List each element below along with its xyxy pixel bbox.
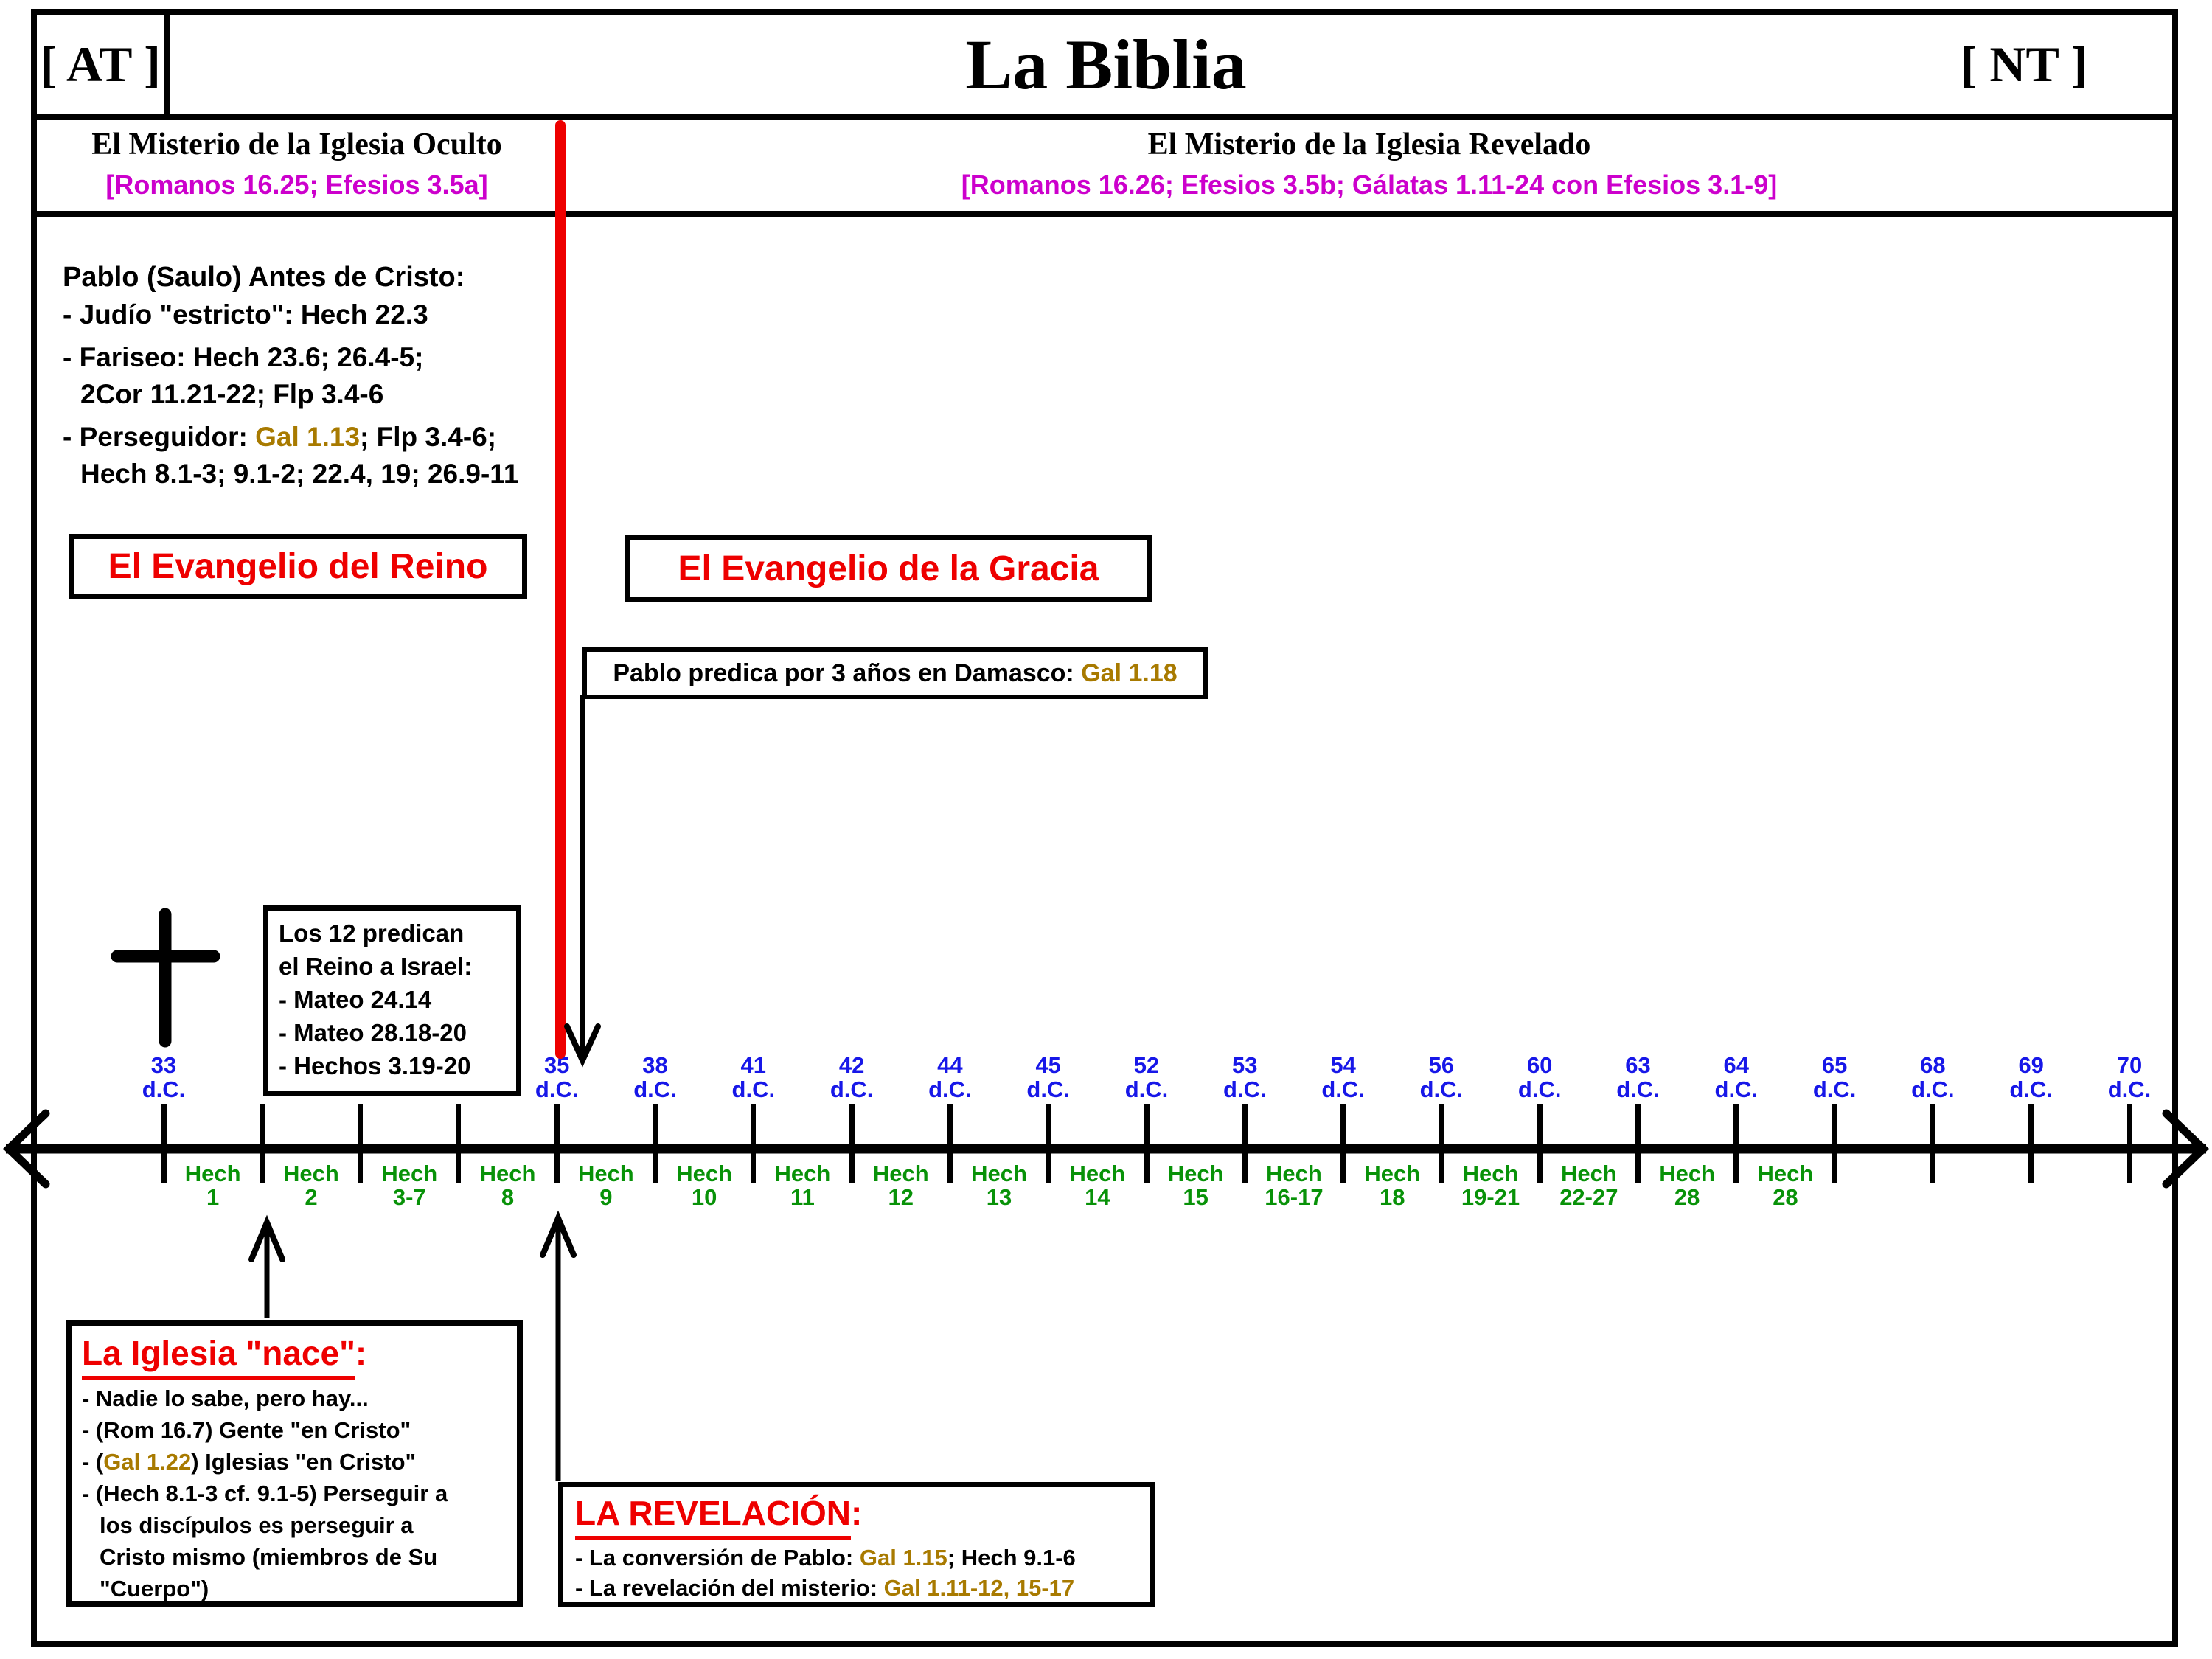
era-suffix: d.C. [1321,1077,1365,1102]
new-testament-label: [ NT ] [1960,36,2088,92]
acts-chapters: 28 [1773,1184,1798,1210]
acts-chapters: 28 [1674,1184,1700,1210]
text-line [63,456,564,493]
text-line [279,950,516,983]
timeline-tick [2127,1104,2132,1183]
acts-book: Hech [479,1161,536,1186]
text-segment: ) Iglesias "en Cristo" [191,1449,417,1475]
year-value: 33 [150,1052,177,1078]
acts-chapters: 12 [888,1184,914,1210]
acts-chapters: 16-17 [1265,1184,1324,1210]
acts-chapter-label [1726,1162,1844,1209]
year-label [1783,1053,1886,1102]
year-value: 63 [1625,1052,1651,1078]
year-label [1685,1053,1788,1102]
era-suffix: d.C. [928,1077,972,1102]
acts-book: Hech [184,1161,241,1186]
year-label [1193,1053,1296,1102]
year-label [997,1053,1100,1102]
acts-book: Hech [1364,1161,1421,1186]
acts-chapters: 13 [986,1184,1012,1210]
mystery-hidden-header [37,125,557,202]
year-value: 53 [1232,1052,1258,1078]
acts-chapters: 19-21 [1461,1184,1520,1210]
text-line [82,1478,517,1509]
acts-book: Hech [1069,1161,1126,1186]
year-label [898,1053,1001,1102]
timeline-tick [1930,1104,1935,1183]
twelve-preach-lines [279,917,516,1082]
acts-book: Hech [577,1161,634,1186]
acts-book: Hech [1266,1161,1322,1186]
revelation-title [575,1492,1150,1540]
acts-chapters: 22-27 [1559,1184,1618,1210]
text-segment: "Cuerpo") [100,1576,209,1601]
mystery-row-bottom-border [32,211,2177,217]
year-label [2078,1053,2181,1102]
text-segment: Gal 1.18 [1081,658,1178,687]
year-value: 64 [1723,1052,1750,1078]
acts-book: Hech [872,1161,929,1186]
era-suffix: d.C. [2107,1077,2152,1102]
year-label [112,1053,215,1102]
text-segment: Gal 1.11-12, 15-17 [883,1575,1075,1601]
mystery-revealed-title: El Misterio de la Iglesia Revelado [1147,128,1591,161]
church-born-title-colon: : [355,1334,367,1372]
old-testament-label: [ AT ] [40,36,161,92]
text-segment: - Fariseo: Hech 23.6; 26.4-5; [63,342,424,372]
text-segment: ; Hech 9.1-6 [947,1545,1076,1571]
mystery-revealed-header [566,125,2173,202]
text-segment: - Mateo 24.14 [279,986,432,1013]
twelve-preach-box [263,905,521,1096]
era-suffix: d.C. [633,1077,677,1102]
text-line [279,1016,516,1049]
year-label [1095,1053,1198,1102]
gospel-of-kingdom-box [69,534,527,599]
era-suffix: d.C. [2009,1077,2053,1102]
text-line [279,1049,516,1082]
year-value: 44 [937,1052,963,1078]
acts-book: Hech [283,1161,339,1186]
era-suffix: d.C. [535,1077,579,1102]
text-segment: Cristo mismo (miembros de Su [100,1544,438,1570]
acts-chapters: 3-7 [392,1184,426,1210]
acts-chapters: 14 [1085,1184,1110,1210]
text-segment: - La revelación del misterio: [575,1575,884,1601]
text-segment: Pablo predica por 3 años en Damasco: [613,658,1082,687]
page-title: La Biblia [965,25,1247,104]
year-label [702,1053,805,1102]
acts-book: Hech [381,1161,438,1186]
year-value: 68 [1920,1052,1946,1078]
text-line [82,1446,517,1478]
timeline-tick [2028,1104,2034,1183]
year-label [1881,1053,1984,1102]
text-line [82,1509,517,1541]
header-bottom-border [32,114,2177,120]
text-segment: Gal 1.15 [859,1545,947,1571]
year-label [1587,1053,1690,1102]
text-line [63,339,564,376]
text-line [279,917,516,950]
acts-book: Hech [1167,1161,1224,1186]
text-segment: Los 12 predican [279,919,465,947]
text-segment: el Reino a Israel: [279,953,473,980]
damascus-note-text [613,659,1177,688]
text-segment: - Judío "estricto": Hech 22.3 [63,299,428,330]
year-value: 42 [838,1052,865,1078]
acts-chapters: 1 [206,1184,220,1210]
gospel-of-kingdom-label: El Evangelio del Reino [108,546,488,586]
text-segment: - La conversión de Pablo: [575,1545,860,1571]
year-label [1488,1053,1591,1102]
text-segment: 2Cor 11.21-22; Flp 3.4-6 [80,379,384,409]
era-suffix: d.C. [731,1077,776,1102]
text-line [613,659,1177,688]
mystery-revealed-refs: [Romanos 16.26; Efesios 3.5b; Gálatas 1.11-24 con Efesios 3.1-9] [961,170,1778,200]
church-born-box [66,1320,523,1607]
revelation-lines [575,1543,1150,1603]
text-segment: Hech 8.1-3; 9.1-2; 22.4, 19; 26.9-11 [80,459,519,489]
year-label [1292,1053,1395,1102]
text-line [63,419,564,456]
gospel-of-grace-label: El Evangelio de la Gracia [678,549,1099,588]
year-value: 70 [2116,1052,2143,1078]
text-line [575,1573,1150,1603]
text-line [63,296,564,333]
era-suffix: d.C. [1517,1077,1562,1102]
acts-book: Hech [1757,1161,1814,1186]
text-segment: - Nadie lo sabe, pero hay... [82,1385,369,1411]
text-segment: - (Hech 8.1-3 cf. 9.1-5) Perseguir a [82,1481,448,1506]
text-segment: - Hechos 3.19-20 [279,1052,471,1079]
mystery-hidden-refs: [Romanos 16.25; Efesios 3.5a] [105,170,488,200]
acts-chapters: 8 [501,1184,515,1210]
text-segment: Gal 1.13 [255,422,361,452]
era-suffix: d.C. [1911,1077,1955,1102]
damascus-note-box [582,647,1208,699]
gospel-of-grace-box [625,535,1152,602]
text-segment: - ( [82,1449,104,1475]
revelation-title-text: LA REVELACIÓN [575,1492,851,1540]
year-value: 60 [1526,1052,1553,1078]
era-suffix: d.C. [1616,1077,1660,1102]
acts-chapters: 10 [691,1184,717,1210]
year-label [800,1053,903,1102]
year-value: 35 [543,1052,570,1078]
text-line [82,1541,517,1573]
acts-chapters: 11 [790,1184,815,1210]
year-value: 54 [1330,1052,1356,1078]
acts-book: Hech [676,1161,733,1186]
acts-chapters: 15 [1183,1184,1208,1210]
era-suffix: d.C. [830,1077,874,1102]
church-born-title [82,1332,517,1380]
text-line [575,1543,1150,1573]
text-segment: - Mateo 28.18-20 [279,1019,467,1046]
revelation-box [558,1482,1155,1607]
text-line [82,1414,517,1446]
era-suffix: d.C. [142,1077,186,1102]
acts-chapters: 18 [1380,1184,1405,1210]
year-value: 41 [740,1052,767,1078]
text-line [279,983,516,1016]
text-line [82,1573,517,1604]
revelation-title-colon: : [850,1494,863,1532]
pablo-notes-title: Pablo (Saulo) Antes de Cristo: [63,262,465,293]
church-born-title-text: La Iglesia "nace" [82,1332,355,1380]
era-suffix: d.C. [1714,1077,1759,1102]
mystery-hidden-title: El Misterio de la Iglesia Oculto [91,128,502,161]
text-line [82,1382,517,1414]
text-segment: los discípulos es perseguir a [100,1512,414,1538]
era-suffix: d.C. [1223,1077,1267,1102]
acts-chapters: 2 [305,1184,318,1210]
era-suffix: d.C. [1812,1077,1857,1102]
era-suffix: d.C. [1124,1077,1169,1102]
era-suffix: d.C. [1419,1077,1464,1102]
church-born-lines [82,1382,517,1604]
year-value: 56 [1428,1052,1455,1078]
year-label [1980,1053,2083,1102]
year-value: 45 [1035,1052,1061,1078]
acts-book: Hech [1659,1161,1716,1186]
year-value: 52 [1133,1052,1160,1078]
acts-chapters: 9 [599,1184,613,1210]
acts-book: Hech [1462,1161,1519,1186]
year-label [1390,1053,1493,1102]
acts-book: Hech [774,1161,831,1186]
year-value: 65 [1821,1052,1848,1078]
text-segment: ; Flp 3.4-6; [360,422,497,452]
year-value: 38 [642,1052,668,1078]
era-suffix: d.C. [1026,1077,1070,1102]
text-segment: - (Rom 16.7) Gente "en Cristo" [82,1417,411,1443]
text-segment: - Perseguidor: [63,422,256,452]
pablo-before-christ-notes [63,258,564,493]
year-value: 69 [2018,1052,2044,1078]
acts-book: Hech [1560,1161,1617,1186]
pablo-notes-lines [63,296,564,493]
acts-book: Hech [971,1161,1027,1186]
year-label [604,1053,707,1102]
text-line [63,376,564,413]
text-segment: Gal 1.22 [103,1449,192,1475]
